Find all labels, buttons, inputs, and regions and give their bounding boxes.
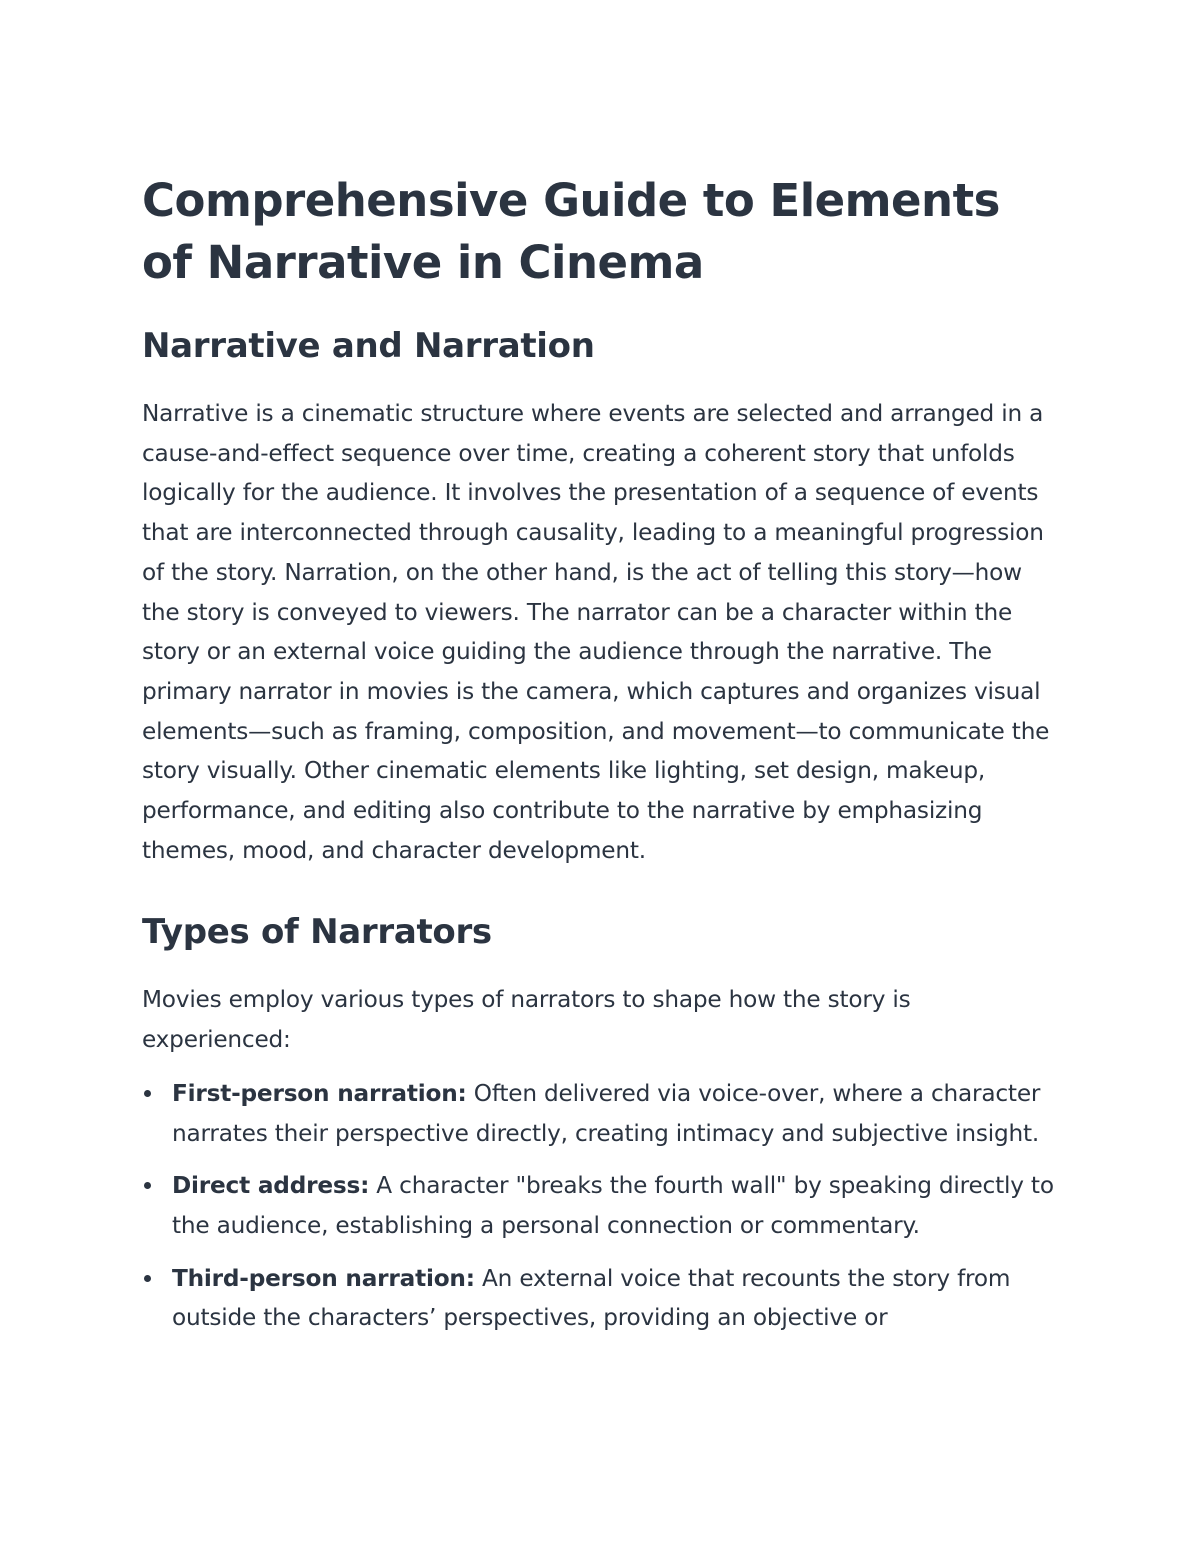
bullet-icon: [144, 1182, 151, 1189]
section-heading-narrative-and-narration: Narrative and Narration: [142, 326, 595, 366]
bullet-icon: [144, 1090, 151, 1097]
bullet-icon: [144, 1275, 151, 1282]
section-heading-types-of-narrators: Types of Narrators: [142, 912, 492, 953]
list-item-direct-address: [142, 1166, 1064, 1245]
list-item-third-person-narration: [142, 1259, 1064, 1338]
document-title: Comprehensive Guide to Elements of Narrative in Cinema: [142, 174, 1000, 289]
list-item-text: An external voice that recounts the story from outside the characters’ perspectives, providing an objective or: [172, 1264, 1011, 1332]
list-item-text: A character "breaks the fourth wall" by speaking directly to the audience, establishing a personal connection or commentary.: [172, 1172, 1054, 1239]
section-paragraph-narrative-and-narration: Narrative is a cinematic structure where events are selected and arranged in a cause-and-effect sequence over time, creating a coherent story that unfolds logically for the audience. It involves the presentation of a sequence of events that are interconnected through causality, leading to a meaningful progression of the story. Narration, on the other hand, is the act of telling this story—how the story is conveyed to viewers. The narrator can be a character within the story or an external voice guiding the audience through the narrative. The primary narrator in movies is the camera, which captures and organizes visual elements—such as framing, composition, and movement—to communicate the story visually. Other cinematic elements like lighting, set design, makeup, performance, and editing also contribute to the narrative by emphasizing themes, mood, and character development.: [142, 400, 1050, 864]
list-item-first-person-narration: [142, 1074, 1064, 1153]
list-item-term: Direct address:: [172, 1172, 370, 1200]
section-paragraph-types-of-narrators: Movies employ various types of narrators to shape how the story is experienced:: [142, 986, 911, 1054]
list-item-text: Often delivered via voice-over, where a character narrates their perspective directly, creating intimacy and subjective insight.: [172, 1079, 1041, 1147]
list-item-term: Third-person narration:: [172, 1264, 475, 1292]
list-item-term: First-person narration:: [172, 1079, 467, 1107]
document-page: [142, 170, 1064, 1351]
narrator-types-list: [142, 1074, 1064, 1338]
